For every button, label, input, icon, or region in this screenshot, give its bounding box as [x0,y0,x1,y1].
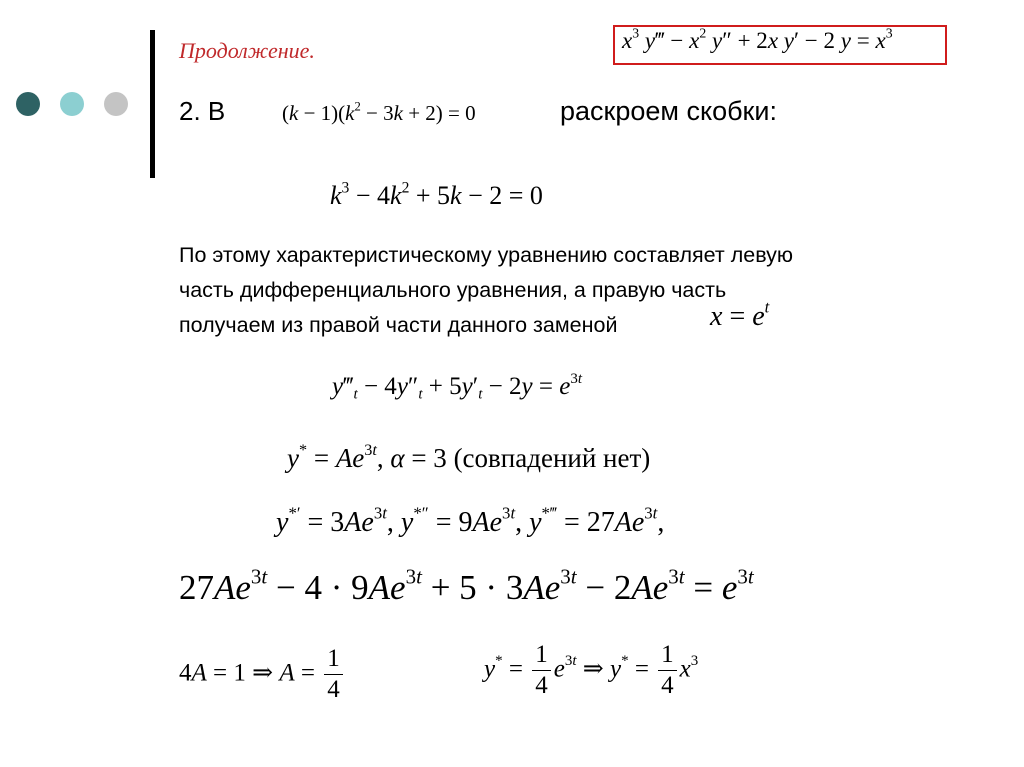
decorative-dot-light-teal [60,92,84,116]
coefficient-solution: 4A = 1 ⇒ A = $\frac{1}{4}$ [179,646,346,704]
decorative-dot-grey [104,92,128,116]
no-coincidence-note: (совпадений нет) [453,443,651,473]
substituted-equation: $27Ae^{3t} - 4 \cdot 9Ae^{3t} + 5 \cdot 3Ae^{3t} - 2Ae^{3t} = e^{3t}$ [179,564,754,607]
paragraph-line: получаем из правой части данного заменой [179,313,618,337]
factored-characteristic-equation: $(k - 1)(k^2 - 3k + 2) = 0$ [282,99,476,125]
expanded-characteristic-equation: $k^3 - 4k^2 + 5k - 2 = 0$ [330,179,543,210]
particular-solution-result: y* = $\frac{1}{4}$ $e^{3t}$ ⇒ y* = $\frac{1}{4}$ $x^3$ [484,641,699,700]
particular-solution-derivatives: $y^{*'} = 3Ae^{3t}$, $y^{*''} = 9Ae^{3t}$, $y^{*‴} = 27Ae^{3t}$, [276,503,665,538]
slide-subtitle: Продолжение. [179,38,315,63]
decorative-dot-teal [16,92,40,116]
explanation-paragraph [179,238,793,343]
given-differential-equation: $x^3$ y‴ − $x^2$ y″ + 2x y′ − 2 $y = x^3$ [622,25,893,53]
particular-solution-form: $y^* = Ae^{3t}$, α = 3 (совпадений нет) [287,440,651,473]
item-label: 2. В [179,96,226,126]
substitution-formula: $x = e^t$ [710,297,770,332]
open-brackets-text: раскроем скобки: [560,96,777,126]
paragraph-line: часть дифференциального уравнения, а правую часть [179,278,727,302]
vertical-divider [150,30,155,178]
transformed-differential-equation: $y‴_t - 4y''_t + 5y'_t - 2y = e^{3t}$ [332,370,582,403]
paragraph-line: По этому характеристическому уравнению составляет левую [179,243,794,267]
